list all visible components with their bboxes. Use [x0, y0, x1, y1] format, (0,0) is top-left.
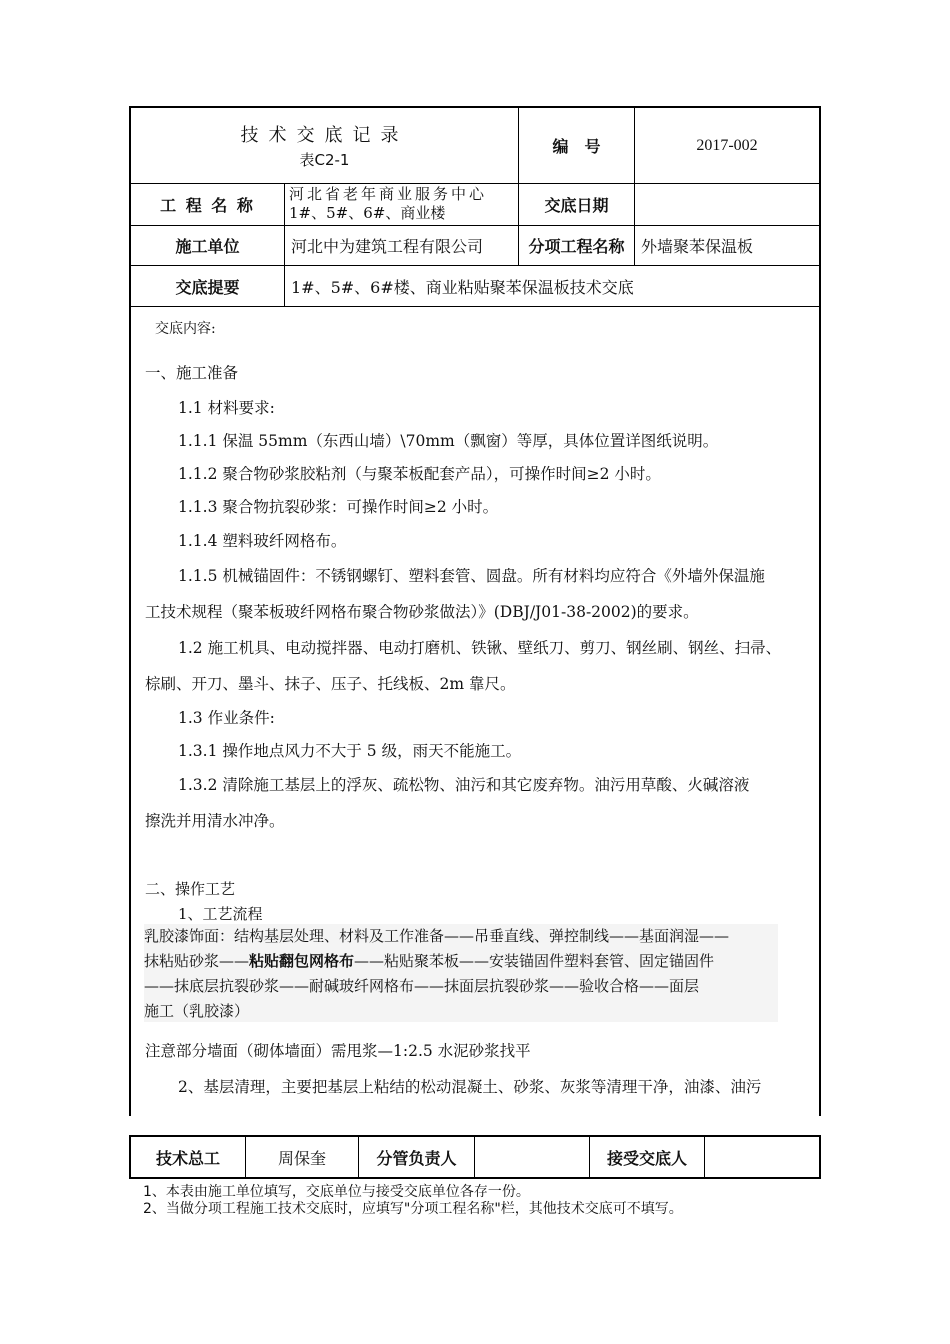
contractor-value: 河北中为建筑工程有限公司: [291, 237, 484, 256]
text-line: 1.1.1 保温 55mm（东西山墙）\70mm（飘窗）等厚，具体位置详图纸说明。: [178, 432, 719, 450]
subproject-label: 分项工程名称: [528, 237, 625, 256]
text-line: 2、基层清理，主要把基层上粘结的松动混凝土、砂浆、灰浆等清理干净，油漆、油污: [178, 1078, 762, 1096]
text-line: 1.1.2 聚合物砂浆胶粘剂（与聚苯板配套产品），可操作时间≥2 小时。: [178, 465, 661, 483]
text-line: 1.1.3 聚合物抗裂砂浆：可操作时间≥2 小时。: [178, 498, 499, 516]
number-value: 2017-002: [696, 136, 758, 154]
process-flow-block: 乳胶漆饰面：结构基层处理、材料及工作准备——吊垂直线、弹控制线——基面润湿—— 抹粘贴砂浆——粘贴翻包网格布——粘贴聚苯板——安装锚固件塑料套管、固定锚固件 ——抹底层抗裂砂浆——耐碱玻纤网格布——抹面层抗裂砂浆——验收合格——面层 施工（乳胶漆）: [144, 924, 778, 1022]
receiver-value: [705, 1137, 819, 1177]
content-heading: 交底内容:: [155, 321, 216, 337]
summary-label: 交底提要: [175, 277, 240, 297]
text-line: 1.3.2 清除施工基层上的浮灰、疏松物、油污和其它废弃物。油污用草酸、火碱溶液: [178, 776, 750, 794]
supervisor-value: [475, 1137, 589, 1177]
footnote-2: 2、当做分项工程施工技术交底时，应填写"分项工程名称"栏，其他技术交底可不填写。: [143, 1201, 683, 1217]
summary-value: 1#、5#、6#楼、商业粘贴聚苯保温板技术交底: [291, 277, 634, 297]
text-line: 1.1.5 机械锚固件：不锈钢螺钉、塑料套管、圆盘。所有材料均应符合《外墙外保温施: [178, 567, 765, 585]
text-line: 1.3.1 操作地点风力不大于 5 级，雨天不能施工。: [178, 742, 522, 760]
tech-chief-value: 周保奎: [277, 1148, 326, 1168]
section-heading-1: 一、施工准备: [145, 364, 239, 382]
text-line: 棕刷、开刀、墨斗、抹子、压子、托线板、2m 靠尺。: [145, 675, 516, 693]
footnote-1: 1、本表由施工单位填写，交底单位与接受交底单位各存一份。: [143, 1184, 530, 1200]
text-line: 工技术规程（聚苯板玻纤网格布聚合物砂浆做法）》(DBJ/J01-38-2002)的要求。: [145, 603, 699, 621]
receiver-label: 接受交底人: [606, 1148, 687, 1168]
subproject-value: 外墙聚苯保温板: [641, 237, 754, 256]
contractor-label: 施工单位: [175, 237, 240, 256]
date-label: 交底日期: [544, 196, 609, 215]
note-line: 注意部分墙面（砌体墙面）需甩浆—1:2.5 水泥砂浆找平: [145, 1042, 531, 1060]
highlight-text: 粘贴翻包网格布: [249, 952, 355, 970]
date-value: [635, 184, 819, 225]
tech-chief-label: 技术总工: [155, 1148, 220, 1168]
supervisor-label: 分管负责人: [376, 1148, 457, 1168]
text-line: 1.1.4 塑料玻纤网格布。: [178, 532, 347, 550]
form-code: 表C2-1: [299, 151, 350, 169]
form-title-cell: [131, 108, 518, 183]
text-line: 擦洗并用清水冲净。: [145, 812, 285, 830]
form-title: 技术交底记录: [240, 125, 409, 146]
text-line: 1.1 材料要求:: [178, 399, 275, 417]
text-line: 1.2 施工机具、电动搅拌器、电动打磨机、铁锹、壁纸刀、剪刀、钢丝刷、钢丝、扫帚、: [178, 639, 782, 657]
project-name-value: 河北省老年商业服务中心 1#、5#、6#、商业楼: [289, 185, 488, 222]
section-heading-2: 二、操作工艺: [145, 880, 236, 898]
text-line: 1.3 作业条件:: [178, 709, 275, 727]
project-name-label: 工 程 名 称: [160, 196, 255, 215]
text-line: 1、工艺流程: [178, 905, 263, 923]
number-label: 编 号: [552, 137, 601, 156]
